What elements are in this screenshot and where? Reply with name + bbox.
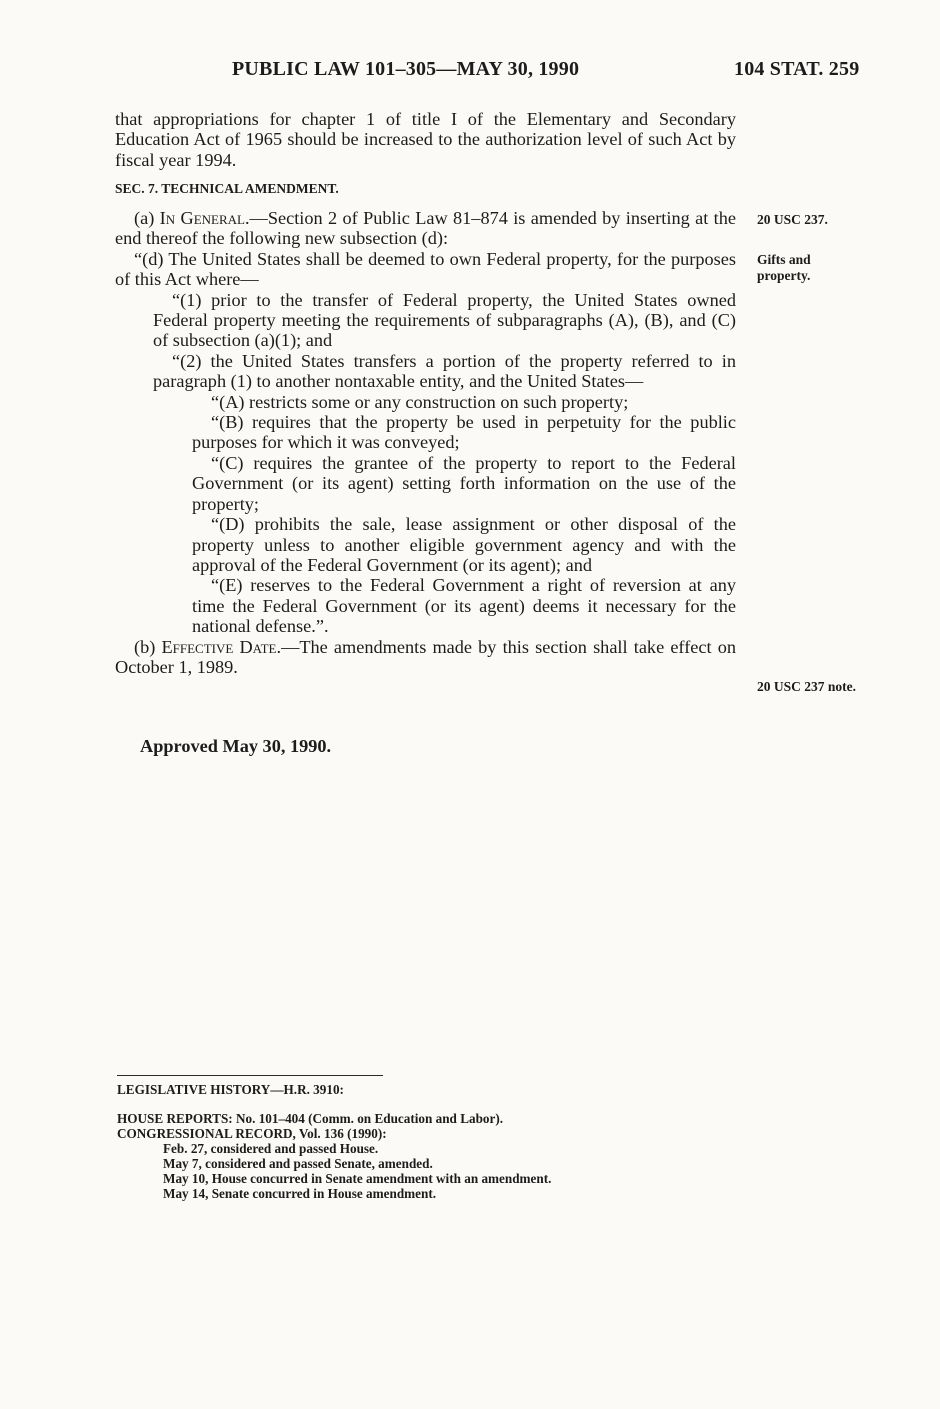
section-body [115,208,736,677]
running-header-title: PUBLIC LAW 101–305—MAY 30, 1990 [232,58,580,80]
page-stat-number: 104 STAT. 259 [734,58,860,80]
subsection-a-text: —Section 2 of Public Law 81–874 is amended by inserting at the end thereof the following new subsection (d): [115,208,736,249]
history-entry: Feb. 27, considered and passed House. [163,1140,379,1156]
approval-line: Approved May 30, 1990. [140,736,332,756]
subsection-a [115,208,736,249]
history-entry: May 7, considered and passed Senate, amended. [163,1155,433,1171]
legislative-history-title: LEGISLATIVE HISTORY—H.R. 3910: [117,1082,344,1097]
subparagraph-d: “(D) prohibits the sale, lease assignment or other disposal of the property unless to another eligible government agency and with the approval of the Federal Government (or its agent); and [192,514,736,575]
margin-note-gifts-line2: property. [757,267,811,283]
subsection-b-caption: Effective Date. [161,636,282,657]
margin-note-gifts [757,252,811,283]
history-entry: May 14, Senate concurred in House amendment. [163,1185,437,1201]
subparagraph-a: “(A) restricts some or any construction on such property; [211,391,629,412]
paragraph-1: “(1) prior to the transfer of Federal property, the United States owned Federal property meeting the requirements of subparagraphs (A), (B), and (C) of subsection (a)(1); and [153,289,736,351]
congressional-record: CONGRESSIONAL RECORD, Vol. 136 (1990): [117,1125,387,1141]
subsection-a-label: (a) [134,208,160,228]
margin-note-gifts-line1: Gifts and [757,252,811,267]
margin-note-usc-note: 20 USC 237 note. [757,679,857,694]
subparagraph-e: “(E) reserves to the Federal Government a right of reversion at any time the Federal Government (or its agent) deems it necessary for the national defense.”. [192,575,736,637]
new-subsection-d: “(d) The United States shall be deemed to own Federal property, for the purposes of this Act where— [115,248,736,290]
house-reports: HOUSE REPORTS: No. 101–404 (Comm. on Education and Labor). [117,1111,504,1126]
history-entry: May 10, House concurred in Senate amendment with an amendment. [163,1170,552,1186]
margin-note-usc: 20 USC 237. [757,212,828,227]
footnote-divider [117,1075,383,1076]
subparagraph-b: “(B) requires that the property be used in perpetuity for the public purposes for which it was conveyed; [192,412,736,453]
subsection-a-caption: In General. [159,208,250,228]
opening-text: that appropriations for chapter 1 of title I of the Elementary and Secondary Education Act of 1965 should be increased to the authorization level of such Act by fiscal year 1994. [115,109,736,170]
subparagraph-c: “(C) requires the grantee of the property to report to the Federal Government (or its agent) setting forth information on the use of the property; [192,452,736,514]
section-heading: SEC. 7. TECHNICAL AMENDMENT. [115,181,339,196]
subsection-b-label: (b) [134,636,162,657]
subsection-b [115,637,736,678]
opening-paragraph [115,109,736,170]
subsection-b-text: —The amendments made by this section shall take effect on October 1, 1989. [115,636,737,677]
legislative-history-body [117,1112,551,1201]
paragraph-2: “(2) the United States transfers a portion of the property referred to in paragraph (1) to another nontaxable entity, and the United States— [153,350,736,392]
